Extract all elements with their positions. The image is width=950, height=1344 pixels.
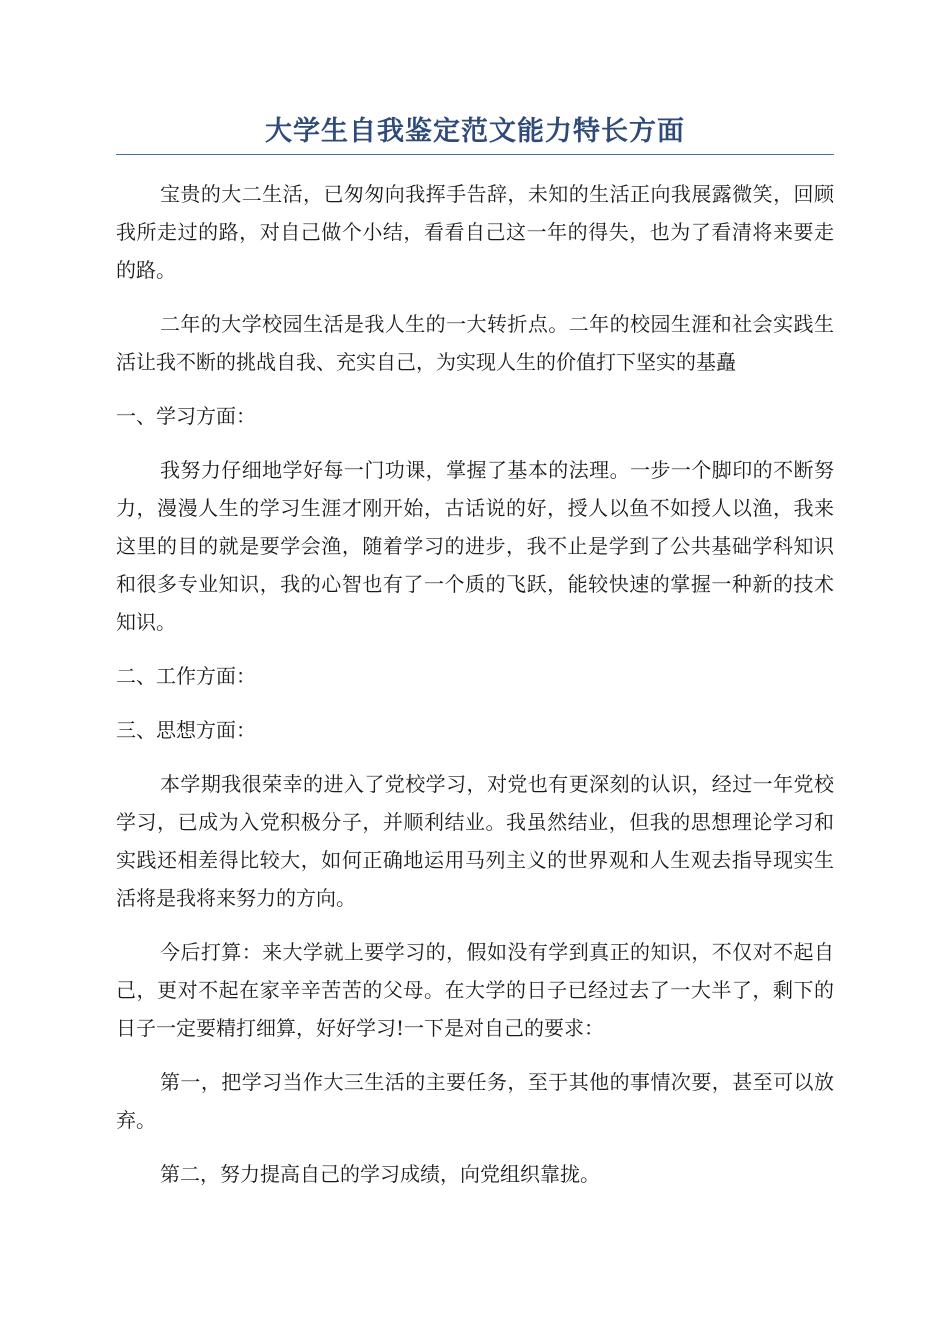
section-heading-study: 一、学习方面： bbox=[116, 404, 256, 428]
document-title: 大学生自我鉴定范文能力特长方面 bbox=[265, 116, 685, 147]
paragraph-first-goal: 第一，把学习当作大三生活的主要任务，至于其他的事情次要，甚至可以放弃。 bbox=[116, 1070, 834, 1132]
paragraph-turning-point: 二年的大学校园生活是我人生的一大转折点。二年的校园生涯和社会实践生活让我不断的挑战自我、充实自己，为实现人生的价值打下坚实的基矗 bbox=[116, 312, 834, 374]
paragraph-thought: 本学期我很荣幸的进入了党校学习，对党也有更深刻的认识，经过一年党校学习，已成为入党积极分子，并顺利结业。我虽然结业，但我的思想理论学习和实践还相差得比较大，如何正确地运用马列主义的世界观和人生观去指导现实生活将是我将来努力的方向。 bbox=[116, 772, 834, 910]
document-page bbox=[116, 112, 834, 1209]
section-heading-thought: 三、思想方面： bbox=[116, 718, 256, 742]
title-underline bbox=[116, 154, 834, 155]
paragraph-intro: 宝贵的大二生活，已匆匆向我挥手告辞，未知的生活正向我展露微笑，回顾我所走过的路，对自己做个小结，看看自己这一年的得失，也为了看清将来要走的路。 bbox=[116, 182, 834, 282]
paragraph-plans: 今后打算：来大学就上要学习的，假如没有学到真正的知识，不仅对不起自己，更对不起在家辛辛苦苦的父母。在大学的日子已经过去了一大半了，剩下的日子一定要精打细算，好好学习!一下是对自己的要求： bbox=[116, 940, 834, 1040]
paragraph-study: 我努力仔细地学好每一门功课，掌握了基本的法理。一步一个脚印的不断努力，漫漫人生的学习生涯才刚开始，古话说的好，授人以鱼不如授人以渔，我来这里的目的就是要学会渔，随着学习的进步，我不止是学到了公共基础学科知识和很多专业知识，我的心智也有了一个质的飞跃，能较快速的掌握一种新的技术知识。 bbox=[116, 458, 834, 634]
paragraph-second-goal: 第二，努力提高自己的学习成绩，向党组织靠拢。 bbox=[160, 1162, 600, 1186]
section-heading-work: 二、工作方面： bbox=[116, 664, 256, 688]
